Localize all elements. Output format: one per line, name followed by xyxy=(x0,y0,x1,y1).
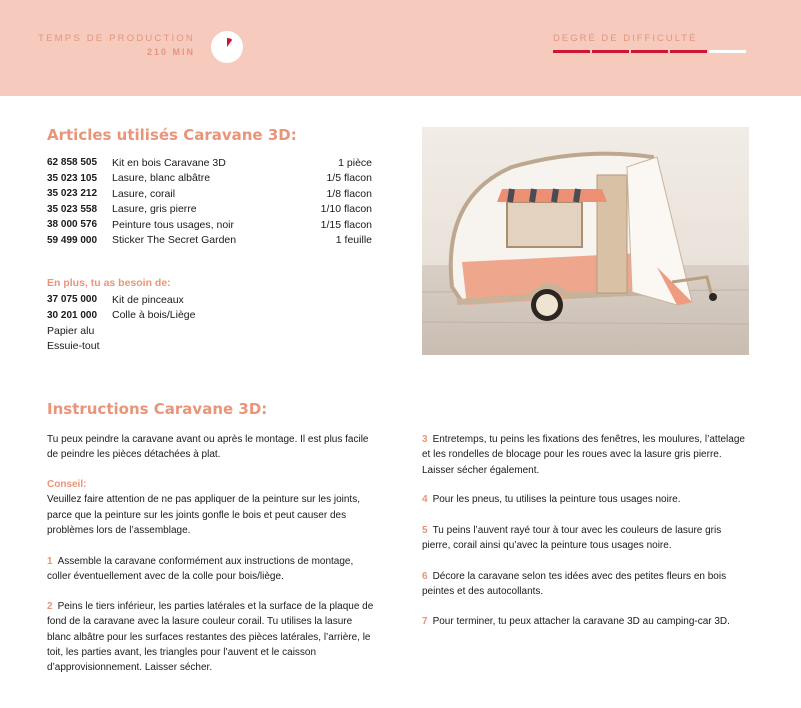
articles-title: Articles utilisés Caravane 3D: xyxy=(47,126,297,144)
step-text: Décore la caravane selon tes idées avec des petites fleurs en bois peintes et des autocollants. xyxy=(422,571,727,598)
extra-items-title: En plus, tu as besoin de: xyxy=(47,277,171,289)
instructions-title: Instructions Caravane 3D: xyxy=(47,400,268,418)
step-2 xyxy=(47,599,377,675)
article-name: Lasure, blanc albâtre xyxy=(112,172,211,185)
article-row xyxy=(47,171,372,187)
article-name: Lasure, corail xyxy=(112,187,176,200)
production-time-value: 210 MIN xyxy=(146,47,195,57)
step-text: Tu peins l’auvent rayé tour à tour avec les couleurs de lasure gris pierre, corail ainsi qu’avec la peinture tous usages noire. xyxy=(422,525,722,552)
difficulty-meter xyxy=(553,50,746,53)
step-number: 2 xyxy=(47,601,53,612)
article-code: 59 499 000 xyxy=(47,234,98,246)
article-qty: 1/15 flacon xyxy=(320,218,372,231)
extra-name: Kit de pinceaux xyxy=(112,293,184,306)
extra-name: Colle à bois/Liège xyxy=(112,309,196,322)
step-1 xyxy=(47,554,377,585)
article-qty: 1/5 flacon xyxy=(326,172,372,185)
step-number: 3 xyxy=(422,434,428,445)
difficulty-bar xyxy=(631,50,668,53)
extra-row xyxy=(47,308,347,324)
article-name: Peinture tous usages, noir xyxy=(112,218,234,231)
article-row xyxy=(47,233,372,249)
article-name: Kit en bois Caravane 3D xyxy=(112,156,226,169)
article-code: 62 858 505 xyxy=(47,157,98,169)
step-text: Peins le tiers inférieur, les parties latérales et la surface de la plaque de fond de la caravane avec la lasure couleur corail. Tu utilises la lasure blanc albâtre pour les surfaces restantes des pièces latérales, l’arrière, le toit, les parties avant, les triangles pour l’auvent et le caisson d’approvisionnement. Laisser sécher. xyxy=(47,601,374,674)
difficulty-bar xyxy=(592,50,629,53)
difficulty-bar xyxy=(709,50,746,53)
article-qty: 1 feuille xyxy=(335,234,372,247)
article-row xyxy=(47,186,372,202)
article-name: Lasure, gris pierre xyxy=(112,203,197,216)
step-3 xyxy=(422,432,752,478)
step-5 xyxy=(422,523,752,554)
header-band xyxy=(0,0,801,96)
extra-code: 30 201 000 xyxy=(47,309,98,321)
article-row xyxy=(47,202,372,218)
extra-row xyxy=(47,339,347,355)
extra-code: 37 075 000 xyxy=(47,294,98,306)
step-text: Assemble la caravane conformément aux instructions de montage, coller éventuellement avec de la colle pour bois/liège. xyxy=(47,556,354,583)
tip-label: Conseil: xyxy=(47,479,87,490)
article-qty: 1/8 flacon xyxy=(326,187,372,200)
step-number: 6 xyxy=(422,571,428,582)
article-code: 35 023 558 xyxy=(47,203,98,215)
tip-text: Veuillez faire attention de ne pas appliquer de la peinture sur les joints, parce que la peinture sur les joints gonfle le bois et peut causer des problèmes lors de l’assemblage. xyxy=(47,494,360,536)
step-6 xyxy=(422,569,752,600)
article-row xyxy=(47,155,372,171)
article-code: 35 023 212 xyxy=(47,188,98,200)
difficulty-bar xyxy=(670,50,707,53)
instructions-intro: Tu peux peindre la caravane avant ou après le montage. Il est plus facile de peindre les pièces détachées à plat. xyxy=(47,434,369,461)
production-time-label: TEMPS DE PRODUCTION xyxy=(38,33,195,44)
difficulty-label: DEGRÉ DE DIFFICULTÉ xyxy=(553,33,698,44)
step-7 xyxy=(422,614,752,629)
article-code: 35 023 105 xyxy=(47,172,98,184)
extra-row xyxy=(47,323,347,339)
step-4 xyxy=(422,492,752,507)
clock-pie-icon xyxy=(210,30,244,64)
extra-items-list xyxy=(47,292,347,354)
step-text: Pour terminer, tu peux attacher la caravane 3D au camping-car 3D. xyxy=(432,616,730,627)
step-number: 7 xyxy=(422,616,428,627)
extra-name: Essuie-tout xyxy=(47,340,100,353)
step-number: 1 xyxy=(47,556,53,567)
article-qty: 1/10 flacon xyxy=(320,203,372,216)
step-text: Pour les pneus, tu utilises la peinture tous usages noire. xyxy=(432,494,681,505)
article-row xyxy=(47,217,372,233)
tip-block xyxy=(47,477,377,538)
article-qty: 1 pièce xyxy=(338,156,372,169)
step-text: Entretemps, tu peins les fixations des fenêtres, les moulures, l’attelage et les rondelles de blocage pour les roues avec la lasure gris pierre. Laisser sécher également. xyxy=(422,434,745,476)
step-number: 5 xyxy=(422,525,428,536)
extra-row xyxy=(47,292,347,308)
article-code: 38 000 576 xyxy=(47,219,98,231)
step-number: 4 xyxy=(422,494,428,505)
caravan-photo xyxy=(422,127,749,355)
extra-name: Papier alu xyxy=(47,324,95,337)
articles-list xyxy=(47,155,372,248)
difficulty-bar xyxy=(553,50,590,53)
article-name: Sticker The Secret Garden xyxy=(112,234,237,247)
